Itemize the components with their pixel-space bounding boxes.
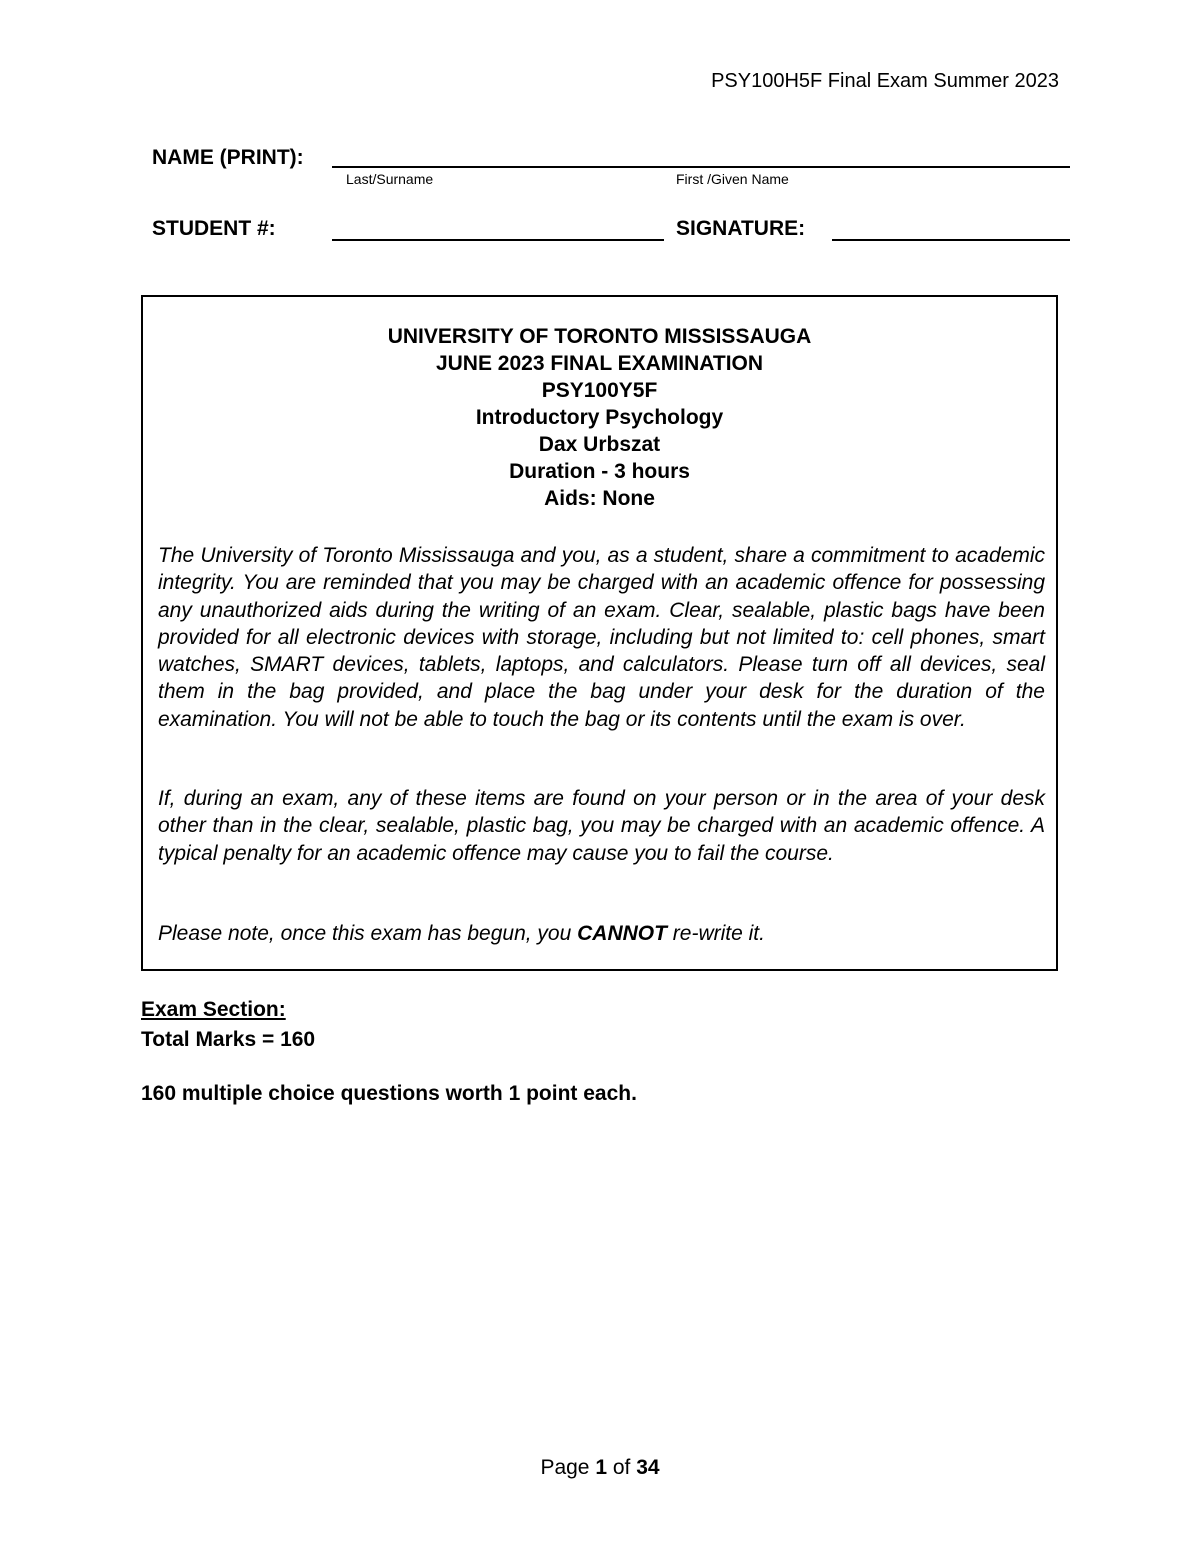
total-marks: Total Marks = 160 [141, 1028, 316, 1051]
signature-field-line [832, 239, 1070, 241]
rewrite-notice-emphasis: CANNOT [577, 922, 667, 945]
rewrite-notice-tail: re-write it. [666, 922, 765, 945]
page-number-footer [0, 1456, 1200, 1480]
integrity-notice-paragraph: The University of Toronto Mississauga and you, as a student, share a commitment to academic integrity. You are reminded that you may be charged with an academic offence for possessing any unauthorized aids during the writing of an exam. Clear, sealable, plastic bags have been provided for all electronic devices with storage, including but not limited to: cell phones, smart watches, SMART devices, tablets, laptops, and calculators. Please turn off all devices, seal them in the bag provided, and place the bag under your desk for the duration of the examination. You will not be able to touch the bag or its contents until the exam is over. [158, 544, 1045, 731]
page-of: of [607, 1456, 637, 1479]
signature-label: SIGNATURE: [676, 217, 806, 240]
student-number-label: STUDENT #: [152, 217, 276, 240]
given-name-label: First /Given Name [676, 171, 789, 187]
exam-aids: Aids: None [544, 487, 655, 510]
instructor-name: Dax Urbszat [538, 433, 661, 456]
exam-duration: Duration - 3 hours [509, 460, 690, 483]
penalty-notice-paragraph: If, during an exam, any of these items are found on your person or in the area of your desk other than in the clear, sealable, plastic bag, you may be charged with an academic offence. A typical penalty for an academic offence may cause you to fail the course. [158, 787, 1045, 865]
page-current: 1 [595, 1456, 608, 1479]
exam-title-block [143, 323, 1056, 512]
page-total: 34 [636, 1456, 660, 1479]
exam-period: JUNE 2023 FINAL EXAMINATION [435, 352, 764, 375]
institution-name: UNIVERSITY OF TORONTO MISSISSAUGA [387, 325, 812, 348]
course-code: PSY100Y5F [541, 379, 658, 402]
running-header: PSY100H5F Final Exam Summer 2023 [711, 70, 1059, 92]
student-number-field-line [332, 239, 664, 241]
exam-description: 160 multiple choice questions worth 1 point each. [141, 1082, 637, 1105]
course-title: Introductory Psychology [475, 406, 724, 429]
surname-label: Last/Surname [346, 171, 434, 187]
name-field-line [332, 166, 1070, 168]
exam-notice-box [141, 295, 1058, 971]
page-prefix: Page [540, 1456, 596, 1479]
rewrite-notice-paragraph [158, 920, 1045, 947]
exam-section-heading: Exam Section: [141, 998, 286, 1021]
rewrite-notice-text: Please note, once this exam has begun, you [158, 922, 578, 945]
name-label: NAME (PRINT): [152, 146, 304, 169]
